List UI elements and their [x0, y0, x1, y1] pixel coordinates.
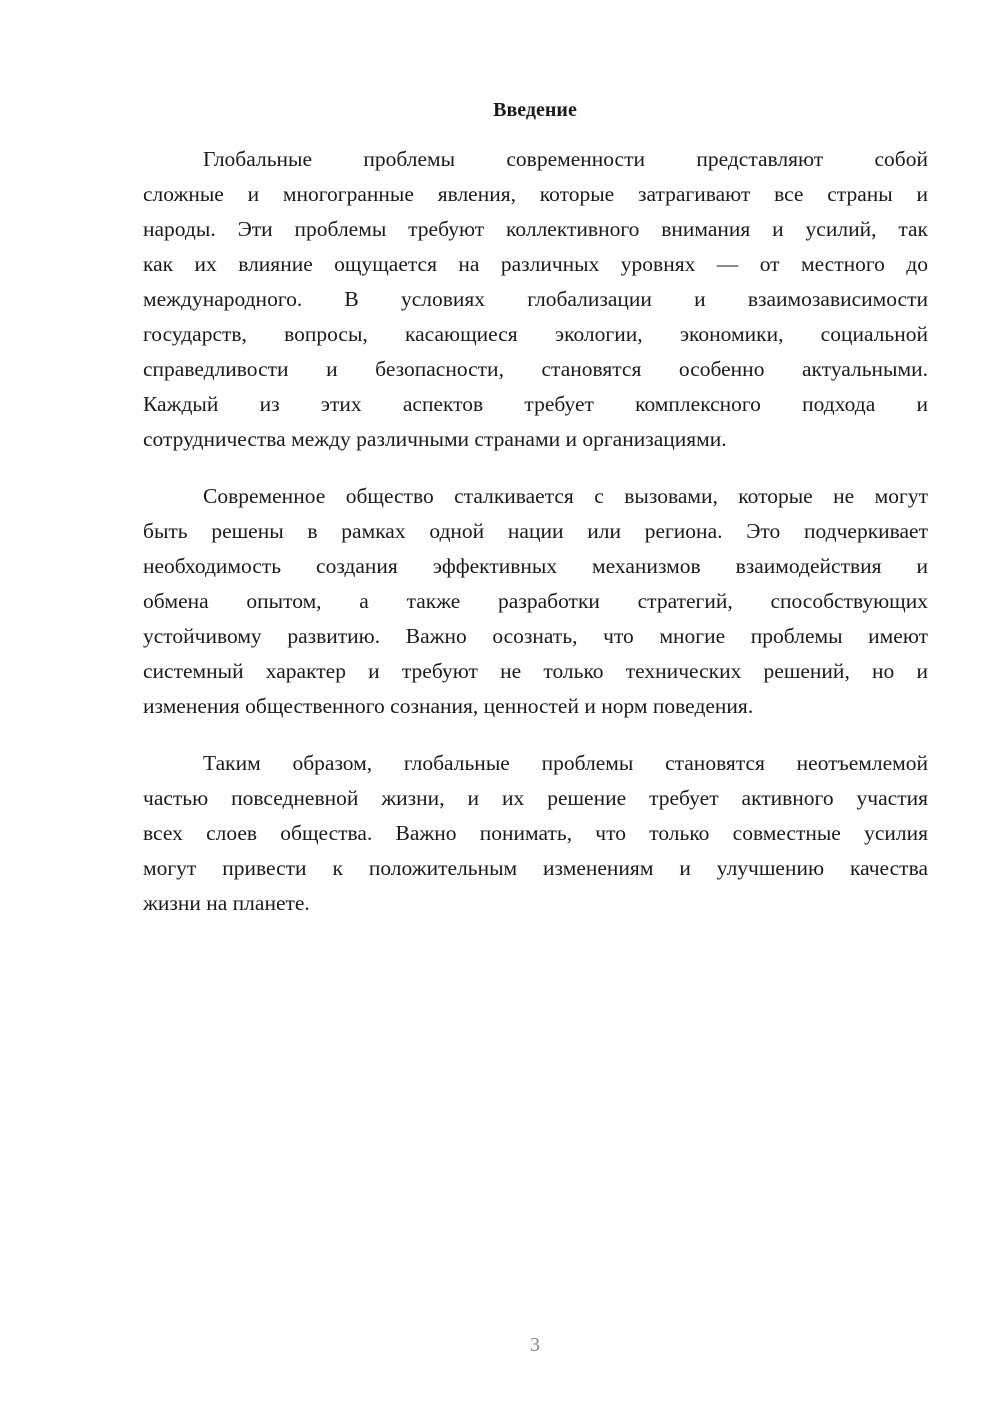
- text-line: сложные и многогранные явления, которые затрагивают все страны и: [143, 182, 928, 206]
- text-line: изменения общественного сознания, ценностей и норм поведения.: [143, 694, 754, 718]
- text-line: международного. В условиях глобализации и взаимозависимости: [143, 287, 928, 311]
- text-line: устойчивому развитию. Важно осознать, что многие проблемы имеют: [143, 624, 928, 648]
- paragraph: [143, 142, 928, 457]
- text-line: быть решены в рамках одной нации или региона. Это подчеркивает: [143, 519, 928, 543]
- text-line: Современное общество сталкивается с вызовами, которые не могут: [203, 484, 928, 508]
- document-body: [143, 142, 928, 943]
- text-line: могут привести к положительным изменениям и улучшению качества: [143, 856, 928, 880]
- text-line: необходимость создания эффективных механизмов взаимодействия и: [143, 554, 928, 578]
- text-line: народы. Эти проблемы требуют коллективного внимания и усилий, так: [143, 217, 928, 241]
- text-line: Глобальные проблемы современности представляют собой: [203, 147, 928, 171]
- text-line: всех слоев общества. Важно понимать, что только совместные усилия: [143, 821, 928, 845]
- text-line: частью повседневной жизни, и их решение требует активного участия: [143, 786, 928, 810]
- text-line: сотрудничества между различными странами и организациями.: [143, 427, 727, 451]
- text-line: системный характер и требуют не только технических решений, но и: [143, 659, 928, 683]
- text-line: как их влияние ощущается на различных уровнях — от местного до: [143, 252, 928, 276]
- paragraph: [143, 479, 928, 724]
- text-line: справедливости и безопасности, становятся особенно актуальными.: [143, 357, 928, 381]
- text-line: жизни на планете.: [143, 891, 310, 915]
- text-line: Таким образом, глобальные проблемы становятся неотъемлемой: [203, 751, 928, 775]
- text-line: государств, вопросы, касающиеся экологии, экономики, социальной: [143, 322, 928, 346]
- page-title: Введение: [493, 99, 577, 121]
- paragraph: [143, 746, 928, 921]
- text-line: Каждый из этих аспектов требует комплексного подхода и: [143, 392, 928, 416]
- page-number: 3: [530, 1334, 540, 1356]
- text-line: обмена опытом, а также разработки стратегий, способствующих: [143, 589, 928, 613]
